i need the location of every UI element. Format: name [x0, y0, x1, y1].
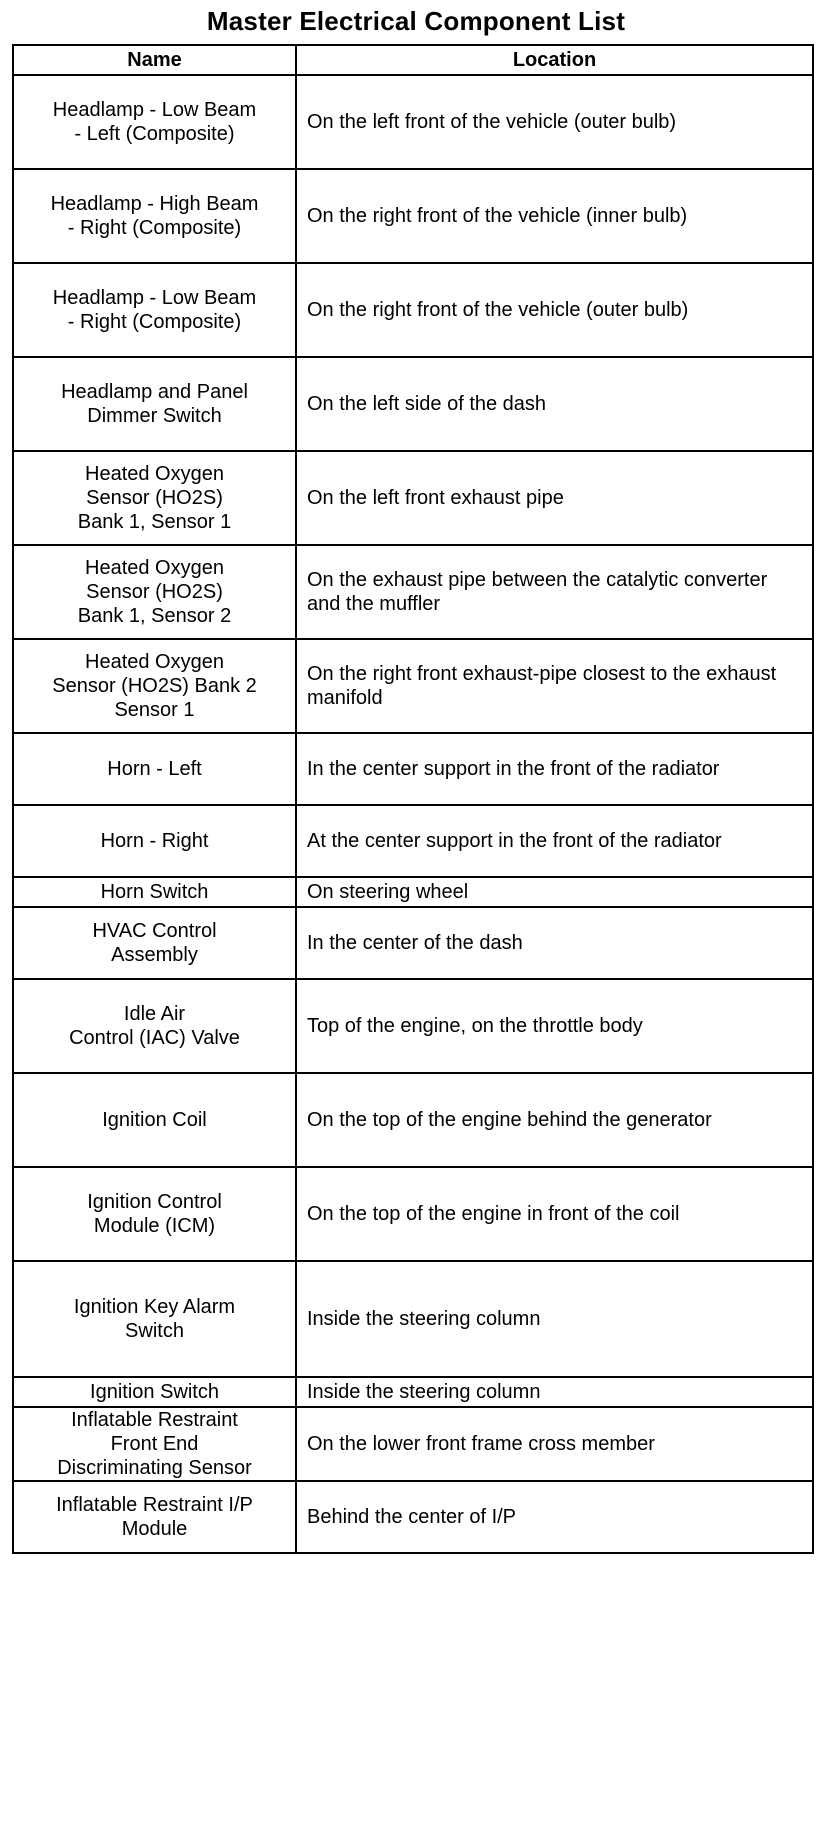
- component-name: Inflatable Restraint Front End Discriminating Sensor: [13, 1407, 296, 1481]
- table-row: [13, 169, 813, 263]
- table-row: [13, 805, 813, 877]
- component-name: Headlamp and Panel Dimmer Switch: [13, 357, 296, 451]
- component-name: Ignition Control Module (ICM): [13, 1167, 296, 1261]
- table-row: [13, 1481, 813, 1553]
- component-location: In the center of the dash: [296, 907, 813, 979]
- table-row: [13, 545, 813, 639]
- component-location: On the left front of the vehicle (outer bulb): [296, 75, 813, 169]
- table-row: [13, 1167, 813, 1261]
- component-location: On the exhaust pipe between the catalytic converter and the muffler: [296, 545, 813, 639]
- component-location: Behind the center of I/P: [296, 1481, 813, 1553]
- component-name: Headlamp - Low Beam - Right (Composite): [13, 263, 296, 357]
- component-location: On the right front of the vehicle (outer bulb): [296, 263, 813, 357]
- component-name: Horn - Right: [13, 805, 296, 877]
- column-header-name: Name: [13, 45, 296, 75]
- component-location: In the center support in the front of the radiator: [296, 733, 813, 805]
- component-name: Horn - Left: [13, 733, 296, 805]
- component-location: At the center support in the front of the radiator: [296, 805, 813, 877]
- component-location: Top of the engine, on the throttle body: [296, 979, 813, 1073]
- component-name: Headlamp - High Beam - Right (Composite): [13, 169, 296, 263]
- table-row: [13, 357, 813, 451]
- component-location: On the lower front frame cross member: [296, 1407, 813, 1481]
- component-name: Headlamp - Low Beam - Left (Composite): [13, 75, 296, 169]
- table-row: [13, 733, 813, 805]
- component-name: Heated Oxygen Sensor (HO2S) Bank 1, Sensor 1: [13, 451, 296, 545]
- table-row: [13, 1407, 813, 1481]
- table-row: [13, 907, 813, 979]
- component-location: On the left side of the dash: [296, 357, 813, 451]
- component-name: Heated Oxygen Sensor (HO2S) Bank 2 Sensor 1: [13, 639, 296, 733]
- table-row: [13, 1261, 813, 1377]
- component-location: On steering wheel: [296, 877, 813, 907]
- table-row: [13, 1073, 813, 1167]
- component-location: On the top of the engine in front of the coil: [296, 1167, 813, 1261]
- table-row: [13, 451, 813, 545]
- component-name: Ignition Switch: [13, 1377, 296, 1407]
- page-title: Master Electrical Component List: [206, 6, 626, 36]
- component-location: Inside the steering column: [296, 1377, 813, 1407]
- header-row: [13, 45, 813, 75]
- component-location: On the left front exhaust pipe: [296, 451, 813, 545]
- component-name: Inflatable Restraint I/P Module: [13, 1481, 296, 1553]
- table-row: [13, 263, 813, 357]
- table-row: [13, 75, 813, 169]
- component-location: On the right front exhaust-pipe closest to the exhaust manifold: [296, 639, 813, 733]
- component-name: Heated Oxygen Sensor (HO2S) Bank 1, Sensor 2: [13, 545, 296, 639]
- component-location: On the top of the engine behind the generator: [296, 1073, 813, 1167]
- component-name: Ignition Key Alarm Switch: [13, 1261, 296, 1377]
- component-location: Inside the steering column: [296, 1261, 813, 1377]
- table-row: [13, 1377, 813, 1407]
- table-row: [13, 979, 813, 1073]
- component-table: [12, 44, 814, 1554]
- component-location: On the right front of the vehicle (inner bulb): [296, 169, 813, 263]
- table-row: [13, 639, 813, 733]
- component-name: Idle Air Control (IAC) Valve: [13, 979, 296, 1073]
- component-name: Horn Switch: [13, 877, 296, 907]
- column-header-location: Location: [296, 45, 813, 75]
- table-row: [13, 877, 813, 907]
- component-name: Ignition Coil: [13, 1073, 296, 1167]
- component-name: HVAC Control Assembly: [13, 907, 296, 979]
